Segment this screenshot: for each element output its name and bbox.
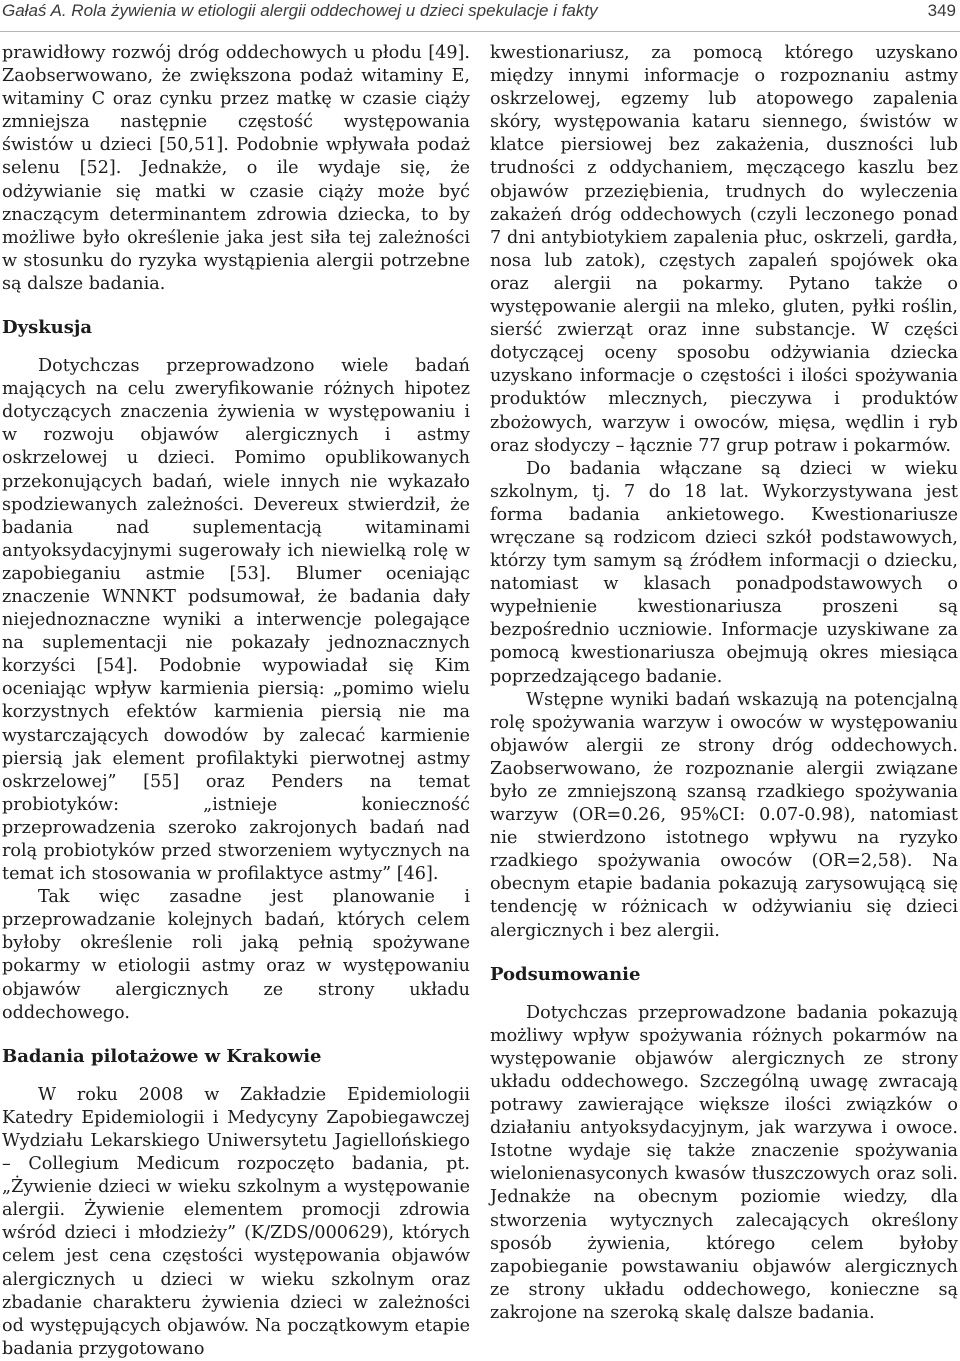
paragraph-preliminary-results: Wstępne wyniki badań wskazują na potencjalną rolę spożywania warzyw i owoców w występowaniu objawów alergii ze strony dróg oddechowych. Zaobserwowano, że rozpoznanie alergii związane było ze zmniejszoną szansą rzadkiego spożywania warzyw (OR=0.26, 95%CI: 0.07-0.98), natomiast nie stwierdzono istotnego wpływu na ryzyko rzadkiego spożywania owoców (OR=2,58). Na obecnym etapie badania pokazują zarysowującą się tendencję w różnicach w odżywianiu się dzieci alergicznych i bez alergii. (490, 689, 958, 941)
heading-discussion: Dyskusja (2, 317, 93, 339)
paragraph-pilot-studies: W roku 2008 w Zakładzie Epidemiologii Katedry Epidemiologii i Medycyny Zapobiegawczej Wydziału Lekarskiego Uniwersytetu Jagiellońskiego – Collegium Medicum rozpoczęto badania, pt. „Żywienie dzieci w wieku szkolnym a występowanie alergii. Żywienie elementem promocji zdrowia wśród dzieci i młodzieży” (K/ZDS/000629), których celem jest cena częstości występowania objawów alergicznych u dzieci w wieku szkolnym oraz zbadanie charakteru żywienia dzieci w zależności od występujących objawów. Na początkowym etapie badania przygotowano (2, 1084, 470, 1359)
left-column (2, 42, 470, 1361)
paragraph-discussion: Dotychczas przeprowadzono wiele badań mających na celu zweryfikowanie różnych hipotez dotyczących znaczenia żywienia w występowaniu i w rozwoju objawów alergicznych i astmy oskrzelowej u dzieci. Pomimo opublikowanych przekonujących badań, wiele innych nie wykazało spodziewanych zależności. Devereux stwierdził, że badania nad suplementacją witaminami antyoksydacyjnymi sugerowały ich niewielką rolę w zapobieganiu astmie [53]. Blumer oceniając znaczenie WNNKT podsumował, że badania dały niejednoznaczne wyniki a interwencje polegające na suplementacji nie pokazały jednoznacznych korzyści [54]. Podobnie wypowiadał się Kim oceniając wpływ karmienia piersią: „pomimo wielu korzystnych efektów karmienia piersią nie ma wystarczających dowodów by zalecać karmienie piersią jak element profilaktyki pierwotnej astmy oskrzelowej” [55] oraz Penders na temat probiotyków: „istnieje konieczność przeprowadzenia szeroko zakrojonych badań nad rolą probiotyków przed stworzeniem wytycznych na temat ich stosowania w profilaktyce astmy” [46]. (2, 356, 470, 885)
paragraph-questionnaire: kwestionariusz, za pomocą którego uzyskano między innymi informacje o rozpoznaniu astmy oskrzelowej, egzemy lub atopowego zapalenia skóry, występowania kataru siennego, świstów w klatce piersiowej bez zakażenia, duszności lub trudności z oddychaniem, męczącego kaszlu bez objawów przeziębienia, trudnych do wyleczenia zakażeń dróg oddechowych (czyli leczonego ponad 7 dni antybiotykiem zapalenia płuc, oskrzeli, gardła, nosa lub zatok), częstych zapaleń spojówek oka oraz alergii na pokarmy. Pytano także o występowanie alergii na mleko, gluten, pyłki roślin, sierść zwierząt oraz inne substancje. W części dotyczącej oceny sposobu odżywiania dziecka uzyskano informacje o częstości i ilości spożywania produktów mlecznych, pieczywa i produktów zbożowych, warzyw i owoców, mięsa, wędlin i ryb oraz słodyczy – łącznie 77 grup potraw i pokarmów. (490, 43, 958, 456)
right-column (490, 42, 958, 1325)
paragraph-prenatal-nutrition: prawidłowy rozwój dróg oddechowych u płodu [49]. Zaobserwowano, że zwiększona podaż witaminy E, witaminy C oraz cynku przez matkę w czasie ciąży zmniejsza następnie częstość występowania świstów u dzieci [50,51]. Podobnie wpływała podaż selenu [52]. Jednakże, o ile wydaje się, że odżywianie się matki w czasie ciąży może być znaczącym determinantem zdrowia dziecka, to by możliwe było określenie jaka jest siła tej zależności w stosunku do ryzyka wystąpienia alergii potrzebne są dalsze badania. (2, 43, 470, 294)
paragraph-summary: Dotychczas przeprowadzone badania pokazują możliwy wpływ spożywania różnych pokarmów na występowanie objawów alergicznych ze strony układu oddechowego. Szczególną uwagę zwracają potrawy zawierające większe ilości związków o działaniu antyoksydacyjnym, jak warzywa i owoce. Istotne wydaje się także znaczenie spożywania wielonienasyconych kwasów tłuszczowych oraz soli. Jednakże na obecnym poziomie wiedzy, dla stworzenia wytycznych zalecających określony sposób żywienia, którego celem byłoby zapobieganie powstawaniu objawów alergicznych ze strony układu oddechowego, konieczne są zakrojone na szeroką skalę dalsze badania. (490, 1002, 958, 1323)
running-title: Gałaś A. Rola żywienia w etiologii alergii oddechowej u dzieci spekulacje i fakty (2, 1, 598, 20)
paragraph-conclusion-discussion: Tak więc zasadne jest planowanie i przeprowadzanie kolejnych badań, których celem byłoby określenie roli jaką pełnią spożywane pokarmy w etiologii astmy oraz w występowaniu objawów alergicznych ze strony układu oddechowego. (2, 887, 470, 1023)
header-rule (0, 31, 960, 32)
heading-summary: Podsumowanie (490, 963, 641, 985)
paragraph-study-population: Do badania włączane są dzieci w wieku szkolnym, tj. 7 do 18 lat. Wykorzystywana jest forma badania ankietowego. Kwestionariusze wręczane są rodzicom dzieci szkół podstawowych, którzy tym samym są źródłem informacji o dziecku, natomiast w klasach ponadpodstawowych o wypełnienie kwestionariusza proszeni są bezpośrednio uczniowie. Informacje uzyskiwane za pomocą kwestionariusza obejmują okres miesiąca poprzedzającego badanie. (490, 458, 958, 687)
running-header (2, 0, 960, 24)
heading-pilot-studies: Badania pilotażowe w Krakowie (2, 1045, 322, 1067)
page-number: 349 (927, 1, 956, 20)
